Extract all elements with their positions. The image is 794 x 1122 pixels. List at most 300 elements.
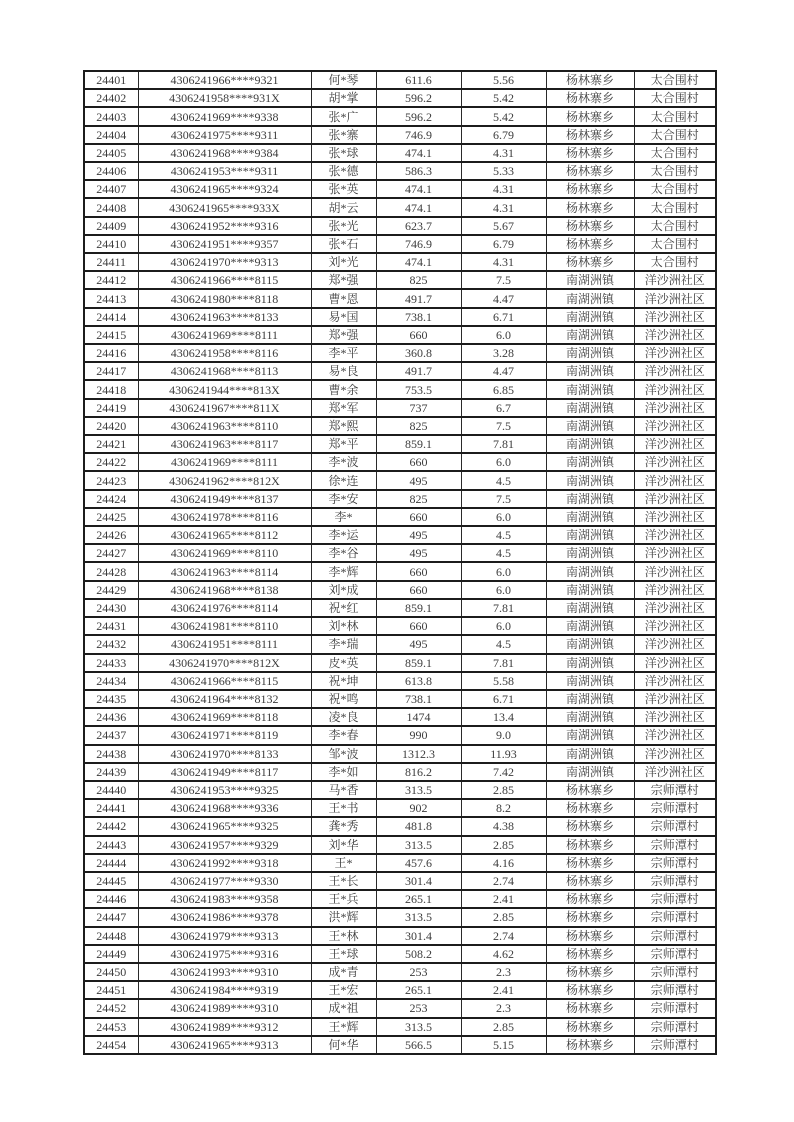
cell-village: 宗师潭村 xyxy=(634,981,716,999)
cell-village: 太合围村 xyxy=(634,217,716,235)
cell-township: 杨林寨乡 xyxy=(546,1018,634,1036)
cell-serial-number: 24445 xyxy=(84,872,138,890)
cell-village: 太合围村 xyxy=(634,162,716,180)
cell-township: 杨林寨乡 xyxy=(546,854,634,872)
cell-township: 南湖洲镇 xyxy=(546,326,634,344)
table-row xyxy=(84,144,716,162)
cell-amount-primary: 495 xyxy=(376,635,461,653)
cell-township: 南湖洲镇 xyxy=(546,726,634,744)
cell-serial-number: 24446 xyxy=(84,890,138,908)
table-row xyxy=(84,308,716,326)
cell-name: 洪*辉 xyxy=(311,908,376,926)
cell-township: 杨林寨乡 xyxy=(546,253,634,271)
cell-amount-primary: 902 xyxy=(376,799,461,817)
cell-amount-secondary: 7.5 xyxy=(461,417,546,435)
cell-amount-primary: 474.1 xyxy=(376,198,461,216)
cell-serial-number: 24404 xyxy=(84,126,138,144)
cell-village: 宗师潭村 xyxy=(634,908,716,926)
cell-name: 刘*成 xyxy=(311,581,376,599)
cell-id-number: 4306241989****9312 xyxy=(138,1018,311,1036)
cell-amount-secondary: 2.85 xyxy=(461,908,546,926)
cell-serial-number: 24413 xyxy=(84,289,138,307)
cell-amount-primary: 660 xyxy=(376,508,461,526)
cell-village: 宗师潭村 xyxy=(634,836,716,854)
table-row xyxy=(84,836,716,854)
cell-township: 杨林寨乡 xyxy=(546,180,634,198)
cell-amount-primary: 495 xyxy=(376,471,461,489)
table-row xyxy=(84,271,716,289)
cell-id-number: 4306241983****9358 xyxy=(138,890,311,908)
cell-village: 洋沙洲社区 xyxy=(634,344,716,362)
table-row xyxy=(84,872,716,890)
cell-amount-secondary: 5.42 xyxy=(461,107,546,125)
cell-serial-number: 24410 xyxy=(84,235,138,253)
cell-amount-secondary: 4.31 xyxy=(461,144,546,162)
cell-township: 南湖洲镇 xyxy=(546,435,634,453)
cell-id-number: 4306241957****9329 xyxy=(138,836,311,854)
table-row xyxy=(84,726,716,744)
cell-serial-number: 24454 xyxy=(84,1036,138,1054)
cell-amount-secondary: 7.5 xyxy=(461,490,546,508)
cell-name: 王*林 xyxy=(311,927,376,945)
cell-amount-secondary: 3.28 xyxy=(461,344,546,362)
cell-id-number: 4306241958****8116 xyxy=(138,344,311,362)
cell-name: 郑*强 xyxy=(311,271,376,289)
cell-id-number: 4306241970****812X xyxy=(138,654,311,672)
cell-serial-number: 24447 xyxy=(84,908,138,926)
cell-name: 胡*云 xyxy=(311,198,376,216)
cell-township: 杨林寨乡 xyxy=(546,799,634,817)
cell-township: 南湖洲镇 xyxy=(546,654,634,672)
table-row xyxy=(84,126,716,144)
cell-village: 洋沙洲社区 xyxy=(634,654,716,672)
cell-serial-number: 24430 xyxy=(84,599,138,617)
table-row xyxy=(84,708,716,726)
cell-village: 洋沙洲社区 xyxy=(634,453,716,471)
cell-serial-number: 24437 xyxy=(84,726,138,744)
cell-name: 李*安 xyxy=(311,490,376,508)
cell-village: 洋沙洲社区 xyxy=(634,289,716,307)
cell-township: 杨林寨乡 xyxy=(546,71,634,89)
cell-village: 太合围村 xyxy=(634,180,716,198)
cell-amount-primary: 660 xyxy=(376,453,461,471)
cell-id-number: 4306241952****9316 xyxy=(138,217,311,235)
cell-township: 南湖洲镇 xyxy=(546,399,634,417)
cell-serial-number: 24440 xyxy=(84,781,138,799)
cell-name: 张*寨 xyxy=(311,126,376,144)
cell-serial-number: 24427 xyxy=(84,544,138,562)
cell-name: 王*书 xyxy=(311,799,376,817)
cell-amount-primary: 816.2 xyxy=(376,763,461,781)
cell-id-number: 4306241968****9384 xyxy=(138,144,311,162)
cell-name: 郑*平 xyxy=(311,435,376,453)
cell-amount-primary: 825 xyxy=(376,490,461,508)
cell-amount-primary: 474.1 xyxy=(376,180,461,198)
cell-amount-primary: 660 xyxy=(376,326,461,344)
cell-village: 太合围村 xyxy=(634,235,716,253)
cell-id-number: 4306241953****9311 xyxy=(138,162,311,180)
cell-name: 张*光 xyxy=(311,217,376,235)
cell-serial-number: 24403 xyxy=(84,107,138,125)
cell-village: 洋沙洲社区 xyxy=(634,435,716,453)
cell-serial-number: 24401 xyxy=(84,71,138,89)
cell-township: 杨林寨乡 xyxy=(546,235,634,253)
cell-village: 宗师潭村 xyxy=(634,872,716,890)
cell-name: 祝*鸣 xyxy=(311,690,376,708)
cell-village: 洋沙洲社区 xyxy=(634,326,716,344)
cell-amount-secondary: 7.81 xyxy=(461,599,546,617)
cell-id-number: 4306241969****8110 xyxy=(138,544,311,562)
cell-id-number: 4306241980****8118 xyxy=(138,289,311,307)
cell-amount-secondary: 4.5 xyxy=(461,526,546,544)
cell-amount-secondary: 2.85 xyxy=(461,836,546,854)
cell-amount-secondary: 5.67 xyxy=(461,217,546,235)
cell-amount-secondary: 8.2 xyxy=(461,799,546,817)
cell-name: 刘*华 xyxy=(311,836,376,854)
cell-village: 宗师潭村 xyxy=(634,817,716,835)
cell-township: 南湖洲镇 xyxy=(546,417,634,435)
cell-amount-secondary: 2.3 xyxy=(461,999,546,1017)
cell-name: 郑*强 xyxy=(311,326,376,344)
cell-serial-number: 24448 xyxy=(84,927,138,945)
cell-village: 宗师潭村 xyxy=(634,927,716,945)
cell-amount-primary: 301.4 xyxy=(376,927,461,945)
cell-name: 李*平 xyxy=(311,344,376,362)
table-row xyxy=(84,927,716,945)
cell-village: 洋沙洲社区 xyxy=(634,599,716,617)
cell-amount-primary: 859.1 xyxy=(376,654,461,672)
cell-township: 南湖洲镇 xyxy=(546,490,634,508)
cell-village: 洋沙洲社区 xyxy=(634,526,716,544)
cell-id-number: 4306241966****8115 xyxy=(138,271,311,289)
table-row xyxy=(84,289,716,307)
cell-amount-primary: 313.5 xyxy=(376,836,461,854)
cell-name: 马*香 xyxy=(311,781,376,799)
cell-amount-secondary: 6.79 xyxy=(461,126,546,144)
cell-serial-number: 24450 xyxy=(84,963,138,981)
cell-amount-primary: 1474 xyxy=(376,708,461,726)
cell-township: 杨林寨乡 xyxy=(546,781,634,799)
cell-amount-primary: 481.8 xyxy=(376,817,461,835)
cell-id-number: 4306241976****8114 xyxy=(138,599,311,617)
cell-village: 宗师潭村 xyxy=(634,945,716,963)
cell-amount-primary: 753.5 xyxy=(376,380,461,398)
cell-amount-primary: 660 xyxy=(376,562,461,580)
cell-amount-primary: 596.2 xyxy=(376,89,461,107)
table-row xyxy=(84,763,716,781)
cell-serial-number: 24431 xyxy=(84,617,138,635)
cell-township: 杨林寨乡 xyxy=(546,908,634,926)
cell-id-number: 4306241965****9313 xyxy=(138,1036,311,1054)
table-row xyxy=(84,162,716,180)
cell-township: 杨林寨乡 xyxy=(546,963,634,981)
cell-amount-secondary: 4.62 xyxy=(461,945,546,963)
cell-serial-number: 24420 xyxy=(84,417,138,435)
cell-id-number: 4306241981****8110 xyxy=(138,617,311,635)
cell-serial-number: 24418 xyxy=(84,380,138,398)
cell-id-number: 4306241963****8110 xyxy=(138,417,311,435)
cell-serial-number: 24441 xyxy=(84,799,138,817)
cell-name: 祝*坤 xyxy=(311,672,376,690)
cell-amount-secondary: 2.85 xyxy=(461,781,546,799)
cell-village: 太合围村 xyxy=(634,71,716,89)
cell-name: 王*宏 xyxy=(311,981,376,999)
cell-township: 南湖洲镇 xyxy=(546,763,634,781)
cell-village: 宗师潭村 xyxy=(634,854,716,872)
cell-amount-primary: 825 xyxy=(376,417,461,435)
cell-village: 宗师潭村 xyxy=(634,890,716,908)
cell-serial-number: 24421 xyxy=(84,435,138,453)
cell-village: 宗师潭村 xyxy=(634,799,716,817)
cell-village: 太合围村 xyxy=(634,89,716,107)
cell-serial-number: 24405 xyxy=(84,144,138,162)
cell-amount-primary: 360.8 xyxy=(376,344,461,362)
records-table xyxy=(83,70,717,1055)
table-row xyxy=(84,981,716,999)
cell-amount-secondary: 9.0 xyxy=(461,726,546,744)
table-row xyxy=(84,380,716,398)
cell-township: 南湖洲镇 xyxy=(546,672,634,690)
cell-township: 杨林寨乡 xyxy=(546,817,634,835)
cell-amount-secondary: 4.31 xyxy=(461,180,546,198)
cell-serial-number: 24419 xyxy=(84,399,138,417)
cell-id-number: 4306241964****8132 xyxy=(138,690,311,708)
cell-township: 南湖洲镇 xyxy=(546,271,634,289)
cell-id-number: 4306241986****9378 xyxy=(138,908,311,926)
cell-township: 南湖洲镇 xyxy=(546,362,634,380)
table-row xyxy=(84,817,716,835)
cell-amount-secondary: 2.74 xyxy=(461,872,546,890)
cell-id-number: 4306241967****811X xyxy=(138,399,311,417)
cell-name: 王*长 xyxy=(311,872,376,890)
cell-serial-number: 24444 xyxy=(84,854,138,872)
cell-serial-number: 24417 xyxy=(84,362,138,380)
cell-amount-secondary: 6.0 xyxy=(461,326,546,344)
table-row xyxy=(84,89,716,107)
cell-id-number: 4306241963****8117 xyxy=(138,435,311,453)
cell-amount-secondary: 6.71 xyxy=(461,308,546,326)
cell-amount-secondary: 6.0 xyxy=(461,508,546,526)
cell-amount-secondary: 5.56 xyxy=(461,71,546,89)
cell-amount-primary: 265.1 xyxy=(376,981,461,999)
cell-name: 凌*良 xyxy=(311,708,376,726)
cell-id-number: 4306241949****8117 xyxy=(138,763,311,781)
cell-township: 南湖洲镇 xyxy=(546,690,634,708)
cell-id-number: 4306241968****8138 xyxy=(138,581,311,599)
cell-amount-secondary: 4.31 xyxy=(461,253,546,271)
cell-id-number: 4306241965****9325 xyxy=(138,817,311,835)
cell-amount-primary: 1312.3 xyxy=(376,745,461,763)
cell-amount-secondary: 6.0 xyxy=(461,453,546,471)
cell-village: 洋沙洲社区 xyxy=(634,635,716,653)
cell-id-number: 4306241989****9310 xyxy=(138,999,311,1017)
cell-township: 杨林寨乡 xyxy=(546,89,634,107)
cell-amount-primary: 495 xyxy=(376,544,461,562)
table-row xyxy=(84,562,716,580)
cell-amount-secondary: 2.3 xyxy=(461,963,546,981)
cell-name: 成*青 xyxy=(311,963,376,981)
cell-township: 南湖洲镇 xyxy=(546,708,634,726)
cell-amount-primary: 495 xyxy=(376,526,461,544)
cell-serial-number: 24429 xyxy=(84,581,138,599)
cell-serial-number: 24439 xyxy=(84,763,138,781)
table-row xyxy=(84,963,716,981)
cell-name: 郑*军 xyxy=(311,399,376,417)
cell-id-number: 4306241963****8133 xyxy=(138,308,311,326)
cell-serial-number: 24412 xyxy=(84,271,138,289)
cell-amount-secondary: 4.47 xyxy=(461,289,546,307)
cell-id-number: 4306241965****933X xyxy=(138,198,311,216)
cell-village: 洋沙洲社区 xyxy=(634,708,716,726)
cell-township: 南湖洲镇 xyxy=(546,562,634,580)
cell-name: 皮*英 xyxy=(311,654,376,672)
cell-serial-number: 24435 xyxy=(84,690,138,708)
cell-serial-number: 24438 xyxy=(84,745,138,763)
cell-village: 洋沙洲社区 xyxy=(634,726,716,744)
cell-name: 祝*红 xyxy=(311,599,376,617)
cell-township: 南湖洲镇 xyxy=(546,380,634,398)
cell-id-number: 4306241970****8133 xyxy=(138,745,311,763)
cell-amount-secondary: 7.81 xyxy=(461,435,546,453)
cell-township: 杨林寨乡 xyxy=(546,1036,634,1054)
cell-village: 太合围村 xyxy=(634,107,716,125)
cell-serial-number: 24432 xyxy=(84,635,138,653)
cell-township: 南湖洲镇 xyxy=(546,308,634,326)
cell-name: 王*球 xyxy=(311,945,376,963)
cell-amount-secondary: 2.41 xyxy=(461,981,546,999)
cell-id-number: 4306241992****9318 xyxy=(138,854,311,872)
cell-amount-secondary: 7.81 xyxy=(461,654,546,672)
cell-township: 南湖洲镇 xyxy=(546,581,634,599)
table-row xyxy=(84,526,716,544)
cell-name: 李*谷 xyxy=(311,544,376,562)
cell-name: 张*石 xyxy=(311,235,376,253)
table-row xyxy=(84,180,716,198)
cell-name: 何*琴 xyxy=(311,71,376,89)
cell-township: 杨林寨乡 xyxy=(546,836,634,854)
cell-village: 太合围村 xyxy=(634,198,716,216)
cell-serial-number: 24407 xyxy=(84,180,138,198)
cell-amount-primary: 474.1 xyxy=(376,144,461,162)
cell-amount-secondary: 5.15 xyxy=(461,1036,546,1054)
cell-id-number: 4306241993****9310 xyxy=(138,963,311,981)
cell-amount-primary: 301.4 xyxy=(376,872,461,890)
table-row xyxy=(84,453,716,471)
cell-name: 易*良 xyxy=(311,362,376,380)
cell-id-number: 4306241984****9319 xyxy=(138,981,311,999)
cell-serial-number: 24426 xyxy=(84,526,138,544)
cell-serial-number: 24442 xyxy=(84,817,138,835)
cell-township: 杨林寨乡 xyxy=(546,872,634,890)
cell-id-number: 4306241978****8116 xyxy=(138,508,311,526)
cell-serial-number: 24449 xyxy=(84,945,138,963)
cell-village: 宗师潭村 xyxy=(634,963,716,981)
cell-id-number: 4306241962****812X xyxy=(138,471,311,489)
cell-village: 太合围村 xyxy=(634,144,716,162)
cell-name: 王*兵 xyxy=(311,890,376,908)
cell-amount-secondary: 7.42 xyxy=(461,763,546,781)
table-row xyxy=(84,745,716,763)
cell-serial-number: 24425 xyxy=(84,508,138,526)
cell-amount-primary: 660 xyxy=(376,617,461,635)
cell-amount-secondary: 5.42 xyxy=(461,89,546,107)
cell-name: 李*波 xyxy=(311,453,376,471)
table-row xyxy=(84,799,716,817)
cell-name: 王* xyxy=(311,854,376,872)
cell-township: 杨林寨乡 xyxy=(546,126,634,144)
cell-village: 洋沙洲社区 xyxy=(634,471,716,489)
cell-name: 李*如 xyxy=(311,763,376,781)
table-row xyxy=(84,344,716,362)
table-row xyxy=(84,690,716,708)
cell-amount-secondary: 4.31 xyxy=(461,198,546,216)
cell-serial-number: 24424 xyxy=(84,490,138,508)
cell-township: 杨林寨乡 xyxy=(546,890,634,908)
cell-amount-primary: 613.8 xyxy=(376,672,461,690)
cell-name: 徐*连 xyxy=(311,471,376,489)
table-row xyxy=(84,490,716,508)
cell-serial-number: 24443 xyxy=(84,836,138,854)
table-row xyxy=(84,999,716,1017)
cell-township: 南湖洲镇 xyxy=(546,635,634,653)
cell-village: 宗师潭村 xyxy=(634,781,716,799)
cell-name: 何*华 xyxy=(311,1036,376,1054)
cell-village: 宗师潭村 xyxy=(634,1018,716,1036)
table-row xyxy=(84,1036,716,1054)
cell-serial-number: 24433 xyxy=(84,654,138,672)
cell-amount-primary: 253 xyxy=(376,963,461,981)
table-row xyxy=(84,471,716,489)
cell-serial-number: 24434 xyxy=(84,672,138,690)
cell-amount-primary: 660 xyxy=(376,581,461,599)
cell-id-number: 4306241951****8111 xyxy=(138,635,311,653)
cell-amount-primary: 508.2 xyxy=(376,945,461,963)
cell-amount-primary: 611.6 xyxy=(376,71,461,89)
cell-amount-secondary: 6.7 xyxy=(461,399,546,417)
cell-id-number: 4306241975****9311 xyxy=(138,126,311,144)
table-row xyxy=(84,1018,716,1036)
cell-village: 洋沙洲社区 xyxy=(634,417,716,435)
cell-amount-secondary: 6.79 xyxy=(461,235,546,253)
cell-name: 张*英 xyxy=(311,180,376,198)
cell-name: 邹*波 xyxy=(311,745,376,763)
cell-name: 李* xyxy=(311,508,376,526)
table-row xyxy=(84,71,716,89)
cell-amount-primary: 738.1 xyxy=(376,690,461,708)
cell-id-number: 4306241971****8119 xyxy=(138,726,311,744)
cell-township: 杨林寨乡 xyxy=(546,999,634,1017)
cell-id-number: 4306241969****9338 xyxy=(138,107,311,125)
cell-id-number: 4306241963****8114 xyxy=(138,562,311,580)
cell-township: 杨林寨乡 xyxy=(546,144,634,162)
cell-id-number: 4306241968****8113 xyxy=(138,362,311,380)
cell-amount-secondary: 13.4 xyxy=(461,708,546,726)
cell-id-number: 4306241958****931X xyxy=(138,89,311,107)
cell-village: 洋沙洲社区 xyxy=(634,399,716,417)
cell-amount-secondary: 5.58 xyxy=(461,672,546,690)
cell-name: 郑*熙 xyxy=(311,417,376,435)
table-row xyxy=(84,654,716,672)
cell-village: 宗师潭村 xyxy=(634,999,716,1017)
cell-amount-secondary: 2.85 xyxy=(461,1018,546,1036)
table-row xyxy=(84,635,716,653)
cell-village: 洋沙洲社区 xyxy=(634,544,716,562)
cell-village: 洋沙洲社区 xyxy=(634,490,716,508)
cell-name: 成*祖 xyxy=(311,999,376,1017)
cell-amount-primary: 253 xyxy=(376,999,461,1017)
cell-amount-primary: 491.7 xyxy=(376,289,461,307)
cell-name: 李*运 xyxy=(311,526,376,544)
